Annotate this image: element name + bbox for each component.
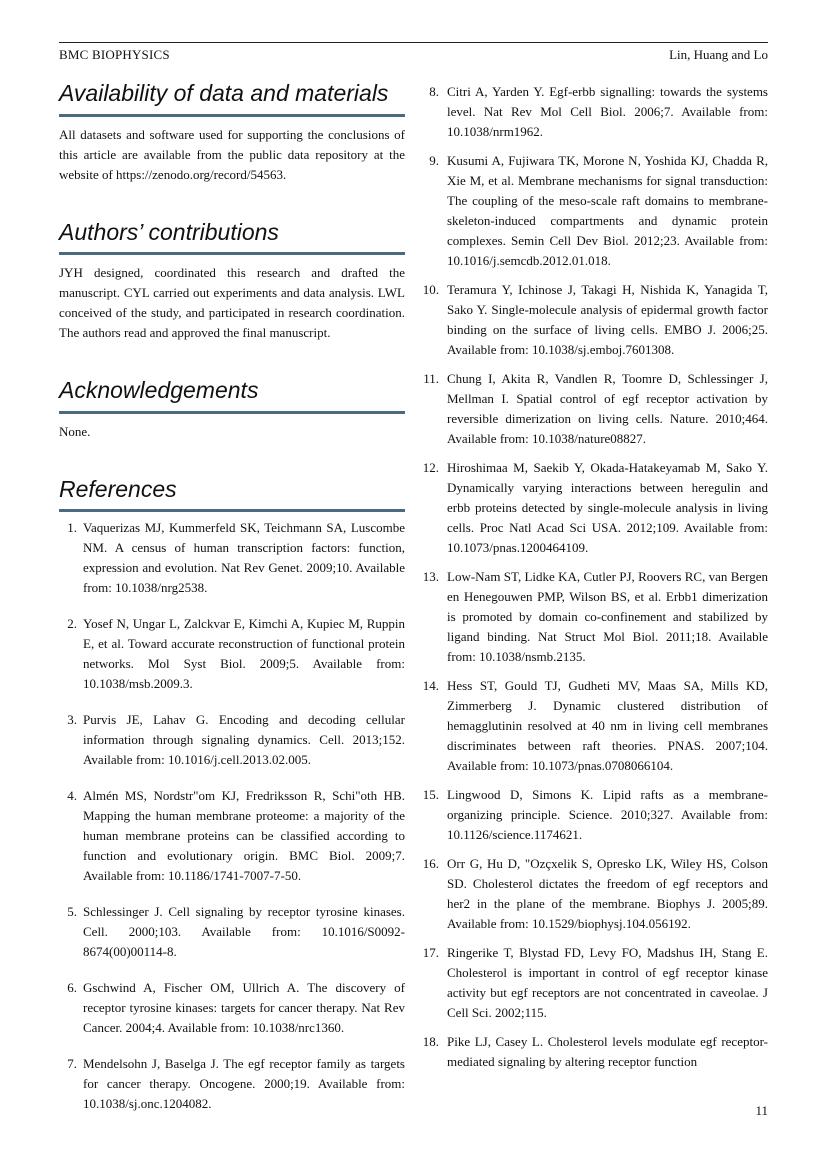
reference-item xyxy=(59,710,405,770)
reference-text: Orr G, Hu D, "Ozçxelik S, Opresko LK, Wiley HS, Colson SD. Cholesterol dictates the freedom of egf receptors and her2 in the plane of the membrane. Biophys J. 2005;89. Available from: 10.1529/biophysj.104.056192. xyxy=(447,856,768,931)
reference-text: Teramura Y, Ichinose J, Takagi H, Nishida K, Yanagida T, Sako Y. Single-molecule analysis of epidermal growth factor binding on the surface of living cells. EMBO J. 2006;25. Available from: 10.1038/sj.emboj.7601308. xyxy=(447,282,768,357)
section-title-contributions: Authors’ contributions xyxy=(59,219,405,256)
reference-item xyxy=(423,458,768,558)
section-title-acknowledgements: Acknowledgements xyxy=(59,377,405,414)
section-title-availability: Availability of data and materials xyxy=(59,80,405,117)
reference-text: Schlessinger J. Cell signaling by receptor tyrosine kinases. Cell. 2000;103. Available from: 10.1016/S0092-8674(00)00114-8. xyxy=(83,904,405,960)
reference-item xyxy=(59,902,405,962)
reference-item xyxy=(59,614,405,694)
reference-number: 10. xyxy=(422,282,439,297)
reference-number: 17. xyxy=(422,945,439,960)
reference-number: 11. xyxy=(423,371,439,386)
reference-item xyxy=(59,1054,405,1114)
reference-item xyxy=(59,518,405,598)
reference-item xyxy=(423,151,768,271)
reference-item xyxy=(423,280,768,360)
reference-number: 2. xyxy=(67,616,77,632)
reference-text: Kusumi A, Fujiwara TK, Morone N, Yoshida KJ, Chadda R, Xie M, et al. Membrane mechanisms for signal transduction: The coupling of the meso-scale raft domains to membrane-skeleton-induced compartments and dynamic protein complexes. Semin Cell Dev Biol. 2012;23. Available from: 10.1016/j.semcdb.2012.01.018. xyxy=(447,153,768,268)
reference-text: Hiroshimaa M, Saekib Y, Okada-Hatakeyamab M, Sako Y. Dynamically varying interactions between heregulin and erbb proteins detected by single-molecule analysis in living cells. Proc Natl Acad Sci USA. 2012;109. Available from: 10.1073/pnas.1200464109. xyxy=(447,460,768,555)
reference-number: 14. xyxy=(422,678,439,693)
reference-text: Lingwood D, Simons K. Lipid rafts as a membrane-organizing principle. Science. 2010;327. Available from: 10.1126/science.1174621. xyxy=(447,787,768,842)
reference-item xyxy=(59,786,405,886)
reference-number: 15. xyxy=(422,787,439,802)
availability-text: All datasets and software used for supporting the conclusions of this article are available from the public data repository at the website of https://zenodo.org/record/54563. xyxy=(59,126,405,182)
reference-text: Gschwind A, Fischer OM, Ullrich A. The discovery of receptor tyrosine kinases: targets for cancer therapy. Nat Rev Cancer. 2004;4. Available from: 10.1038/nrc1360. xyxy=(83,980,405,1036)
reference-text: Mendelsohn J, Baselga J. The egf receptor family as targets for cancer therapy. Oncogene. 2000;19. Available from: 10.1038/sj.onc.1204082. xyxy=(83,1056,405,1112)
reference-number: 18. xyxy=(422,1034,439,1049)
reference-item xyxy=(423,369,768,449)
reference-item xyxy=(423,567,768,667)
reference-text: Pike LJ, Casey L. Cholesterol levels modulate egf receptor-mediated signaling by altering receptor function xyxy=(447,1034,768,1069)
reference-list-left xyxy=(59,518,405,1114)
reference-number: 7. xyxy=(67,1056,77,1072)
reference-number: 8. xyxy=(429,84,439,99)
reference-number: 3. xyxy=(67,712,77,728)
reference-text: Chung I, Akita R, Vandlen R, Toomre D, Schlessinger J, Mellman I. Spatial control of egf receptor activation by reversible dimerization on living cells. Nature. 2010;464. Available from: 10.1038/nature08827. xyxy=(447,371,768,446)
reference-item xyxy=(423,785,768,845)
reference-number: 4. xyxy=(67,788,77,804)
acknowledgements-text: None. xyxy=(59,423,91,439)
reference-item xyxy=(423,854,768,934)
reference-number: 13. xyxy=(422,569,439,584)
reference-item xyxy=(59,978,405,1038)
reference-number: 12. xyxy=(422,460,439,475)
right-column xyxy=(423,82,768,1081)
reference-item xyxy=(423,1032,768,1072)
reference-text: Yosef N, Ungar L, Zalckvar E, Kimchi A, Kupiec M, Ruppin E, et al. Toward accurate reconstruction of functional protein networks. Mol Syst Biol. 2009;5. Available from: 10.1038/msb.2009.3. xyxy=(83,616,405,692)
reference-text: Ringerike T, Blystad FD, Levy FO, Madshus IH, Stang E. Cholesterol is important in control of egf receptor kinase activity but egf receptors are not concentrated in caveolae. J Cell Sci. 2002;115. xyxy=(447,945,768,1020)
left-column xyxy=(59,80,405,1130)
reference-number: 1. xyxy=(67,520,77,536)
reference-item xyxy=(423,676,768,776)
running-authors: Lin, Huang and Lo xyxy=(669,47,768,62)
reference-text: Purvis JE, Lahav G. Encoding and decoding cellular information through signaling dynamics. Cell. 2013;152. Available from: 10.1016/j.cell.2013.02.005. xyxy=(83,712,405,768)
reference-text: Citri A, Yarden Y. Egf-erbb signalling: towards the systems level. Nat Rev Mol Cell Biol. 2006;7. Available from: 10.1038/nrm1962. xyxy=(447,84,768,139)
reference-list-right xyxy=(423,82,768,1072)
reference-item xyxy=(423,82,768,142)
reference-text: Hess ST, Gould TJ, Gudheti MV, Maas SA, Mills KD, Zimmerberg J. Dynamic clustered distribution of hemagglutinin resolved at 40 nm in living cell membranes discriminates between raft theories. PNAS. 2007;104. Available from: 10.1073/pnas.0708066104. xyxy=(447,678,768,773)
reference-number: 6. xyxy=(67,980,77,996)
reference-text: Low-Nam ST, Lidke KA, Cutler PJ, Roovers RC, van Bergen en Henegouwen PMP, Wilson BS, et al. Erbb1 dimerization is promoted by domain co-confinement and stabilized by ligand binding. Nat Struct Mol Biol. 2011;18. Available from: 10.1038/nsmb.2135. xyxy=(447,569,768,664)
reference-number: 5. xyxy=(67,904,77,920)
contributions-text: JYH designed, coordinated this research and drafted the manuscript. CYL carried out experiments and data analysis. LWL conceived of the study, and participated in research coordination. The authors read and approved the final manuscript. xyxy=(59,265,405,341)
journal-name: BMC BIOPHYSICS xyxy=(59,47,170,62)
reference-text: Vaquerizas MJ, Kummerfeld SK, Teichmann SA, Luscombe NM. A census of human transcription factors: function, expression and evolution. Nat Rev Genet. 2009;10. Available from: 10.1038/nrg2538. xyxy=(83,520,405,596)
reference-number: 16. xyxy=(422,856,439,871)
reference-item xyxy=(423,943,768,1023)
page-number: 11 xyxy=(755,1103,768,1118)
section-title-references: References xyxy=(59,476,405,513)
reference-number: 9. xyxy=(429,153,439,168)
header-rule xyxy=(59,42,768,43)
reference-text: Almén MS, Nordstr"om KJ, Fredriksson R, Schi"oth HB. Mapping the human membrane proteome: a majority of the human membrane proteins can be classified according to function and evolutionary origin. BMC Biol. 2009;7. Available from: 10.1186/1741-7007-7-50. xyxy=(83,788,405,884)
